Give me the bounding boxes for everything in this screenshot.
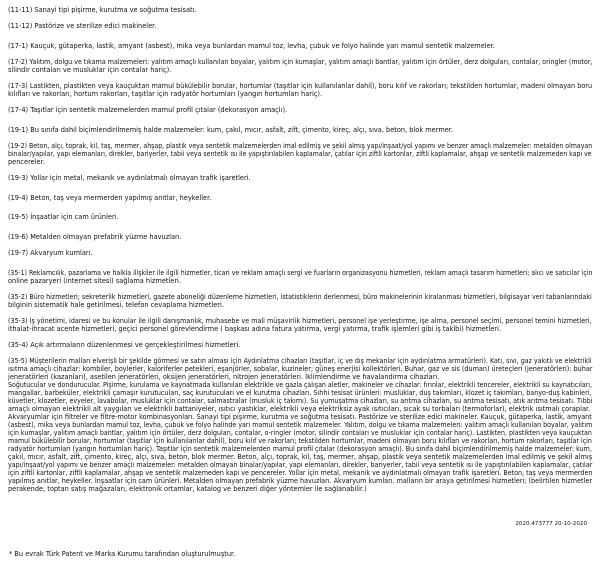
text-line: yapı/inşaat/yol yapımı ve benzer amaçlı malzemeler: metalden olmayan binalar/yapılar, yapı elemanları, direkler, bariyerler, tabii veya sentetik ısı ile yapıştırılabilen kaplamalar, çatılar: [8, 461, 593, 469]
text-line: (asbest), mika veya bunlardan mamul toz, levha, çubuk ve folyo halinde yarı mamul sentetik malzemeler. Yalıtım, dolgu ve tıkama malzemeleri: yalıtım amaçlı kullanılan boyalar, yalıtım: [8, 421, 593, 429]
text-line: silindir contaları ve musluklar için contalar hariç).: [8, 66, 172, 74]
text-line: mangallar, barbeküler, elektrikli çamaşır kurutucuları, saç kurutucuları ve el kurutma cihazları. Sıhhi tesisat ürünleri: musluklar, duş takımları, klozet iç takımları, banyo-duş kabinleri,: [8, 389, 592, 397]
text-line: perakende, toptan satış mağazaları, elektronik ortamlar, katalog ve benzeri diğer yöntemler ile sağlanabilir.): [8, 485, 367, 493]
text-line: binalar/yapılar, yapı elemanları, direkler, bariyerler, tabii veya sentetik ısı ile yapıştırılabilen kaplamalar, çatılar için ziftli kartonlar, ziftli kaplamalar, ahşap ve sentetik malzemeden kapı ve: [8, 150, 592, 158]
text-line: jeneratörleri (kazanları), asetilen jeneratörleri, oksijen jeneratörleri, nitrojen jeneratörleri. İklimlendirme ve havalandırma cihazları.: [8, 373, 440, 381]
text-line: (19-3) Yollar için metal, mekanik ve aydınlatmalı olmayan trafik işaretleri.: [8, 174, 251, 182]
text-line: mamul bükülebilir borular, hortumlar (taşıtlar için kullanılanlar dahil), boru kılıf ve rakorları; tekstilden hortumlar, madeni olmayan boru kılıfları ve rakorları, hortum rakorları, taşıtlar için: [8, 437, 592, 445]
text-line: ithalat-ihracat acente hizmetleri, geçici personel görevlendirme ( başkası adına fatura yatırma, vergi yatırma, trafik işlemleri gibi iş takibi) hizmetleri.: [8, 325, 501, 333]
text-line: (35-1) Reklamcılık, pazarlama ve halkla ilişkiler ile ilgili hizmetler, ticari ve reklam amaçlı sergi ve fuarların organizasyonu hizmetleri, reklam amaçlı tasarım hizmetleri; alıcı ve satıcılar için: [8, 269, 593, 277]
document-reference: 2020.473777 20-10-2020: [515, 521, 587, 527]
document-footnote: * Bu evrak Türk Patent ve Marka Kurumu tarafından oluşturulmuştur.: [9, 550, 236, 558]
text-line: pencereler.: [8, 158, 45, 166]
text-line: online pazaryeri (internet sitesi) sağlama hizmetleri.: [8, 277, 181, 285]
text-line: çakıl, mıcır, asfalt, zift, çimento, kireç, alçı, sıva, beton, blok mermer. Beton, alçı, toprak, kil, taş, mermer, ahşap, plastik veya sentetik malzemelerden imal edilmiş ve şekil almış: [8, 453, 593, 461]
text-line: (35-4) Açık artırmaların düzenlenmesi ve gerçekleştirilmesi hizmetleri.: [8, 341, 241, 349]
text-line: (35-2) Büro hizmetleri; sekreterlik hizmetleri, gazete aboneliği düzenleme hizmetleri, istatistiklerin derlenmesi, büro makinelerinin kiralanması hizmetleri, bilgisayar veri tabanlarındaki: [8, 293, 592, 301]
text-line: (11-12) Pastörize ve sterilize edici makineler.: [8, 22, 157, 30]
text-line: (19-6) Metalden olmayan prefabrik yüzme havuzları.: [8, 233, 182, 241]
text-line: bilginin sistematik hale getirilmesi, telefon cevaplama hizmetleri.: [8, 301, 224, 309]
text-line: (17-1) Kauçuk, gütaperka, lastik, amyant (asbest), mika veya bunlardan mamul toz, levha, çubuk ve folyo halinde yarı mamul sentetik malzemeler.: [8, 42, 495, 50]
text-line: ısıtma amaçlı cihazlar: kombiler, boylerler, kaloriferler petekleri, eşanjörler, sobalar, kuzineler; güneş enerjisi kollektörleri. Buhar, gaz ve sis (duman) üreteçleri (jeneratörleri): buhar: [8, 365, 593, 373]
text-line: Soğutucular ve dondurucular. Pişirme, kurulama ve kaynatmada kullanılan elektrikle ve gazla çalışan aletler, makineler ve cihazlar: fırınlar, elektrikli tencereler, elektrikli su kaynatıcıları,: [8, 381, 593, 389]
text-line: (19-5) İnşaatlar için cam ürünleri.: [8, 213, 119, 221]
text-line: yapılmış anıtlar, heykeller. İnşaatlar için cam ürünleri. Metalden olmayan prefabrik yüzme havuzları. Akvaryum kumları. malların bir araya getirilmesi hizmetleri; (belirtilen hizmetler: [8, 477, 593, 485]
text-line: amaçlı olmayan elektrikli alt yaygıları ve elektrikli battaniyeler, ısıtıcı yastıklar, elektrikli veya elektriksiz ayak ısıtıcıları, sıcak su torbaları (termoforlar), elektrik ısıtmalı çoraplar.: [8, 405, 591, 413]
text-line: (17-4) Taşıtlar için sentetik malzemelerden mamul profil çıtalar (dekorasyon amaçlı).: [8, 106, 288, 114]
text-line: (19-7) Akvaryum kumları.: [8, 249, 93, 257]
text-line: (19-4) Beton, taş veya mermerden yapılmış anıtlar, heykeller.: [8, 194, 212, 202]
text-line: için kumaşlar, yalıtım amaçlı bantlar, yalıtım için örtüler, derz dolguları, contalar, o-ringler (motor, silindir contaları ve musluklar için contalar hariç). Lastikten, plastikten veya kauçuktan: [8, 429, 592, 437]
text-line: (35-3) İş yönetimi, idaresi ve bu konular ile ilgili danışmanlık, muhasebe ve mali müşavirlik hizmetleri, personel işe yerleştirme, işe alma, personel seçimi, personel temini hizmetleri,: [8, 317, 592, 325]
text-line: (17-2) Yalıtım, dolgu ve tıkama malzemeleri: yalıtım amaçlı kullanılan boyalar, yalıtım için kumaşlar, yalıtım amaçlı bantlar, yalıtım için örtüler, derz dolguları, contalar, oringler (motor,: [8, 58, 593, 66]
text-line: (35-5) Müşterilerin malları elverişli bir şekilde görmesi ve satın alması için Aydınlatma cihazları (taşıtlar, iç ve dış mekanlar için aydınlatma armatürleri). Katı, sıvı, gaz yakıtlı ve elektrikli: [8, 357, 592, 365]
text-line: (17-3) Lastikten, plastikten veya kauçuktan mamul bükülebilir borular, hortumlar (taşıtlar için kullanılanlar dahil), boru kılıf ve rakorları; tekstilden hortumlar, madeni olmayan boru: [8, 82, 593, 90]
text-line: (19-2) Beton, alçı, toprak, kil, taş, mermer, ahşap, plastik veya sentetik malzemelerden imal edilmiş ve şekil almış yapı/inşaat/yol yapımı ve benzer amaçlı malzemeler: metalden olmayan: [8, 142, 593, 150]
text-line: Akvaryumlar için filtreler ve filtre-motor kombinasyonları. Sanayi tipi pişirme, kurutma ve soğutma tesisatı. Pastörize ve sterilize edici makineler. Kauçuk, gütaperka, lastik, amyant: [8, 413, 592, 421]
text-line: radyatör hortumları (yangın hortumları hariç). Taşıtlar için sentetik malzemelerden mamul profil çıtalar (dekorasyon amaçlı). Bu sınıfa dahil biçimlendirilmemiş halde malzemeler: kum,: [8, 445, 592, 453]
text-line: kılıfları ve rakorları, hortum rakorları, taşıtlar için radyatör hortumları (yangın hortumları hariç).: [8, 90, 323, 98]
text-line: (19-1) Bu sınıfa dahil biçimlendirilmemiş halde malzemeler: kum, çakıl, mıcır, asfalt, zift, çimento, kireç, alçı, sıva, beton, blok mermer.: [8, 126, 453, 134]
text-line: (11-11) Sanayi tipi pişirme, kurutma ve soğutma tesisatı.: [8, 6, 197, 14]
text-line: için ziftli kartonlar, ziftli kaplamalar, ahşap ve sentetik malzemeden kapı ve pencereler. Yollar için metal, mekanik ve aydınlatmalı olmayan trafik işaretleri. Beton, taş veya mermerden: [8, 469, 593, 477]
text-line: küvetler, klozetler, evyeler, lavabolar, musluklar için contalar, salmastralar (musluk iç takımı). Su yumuşatma cihazları, su arıtma cihazları, su arıtma tesisatı, atık arıtma tesisatı. Tıbbi: [8, 397, 593, 405]
